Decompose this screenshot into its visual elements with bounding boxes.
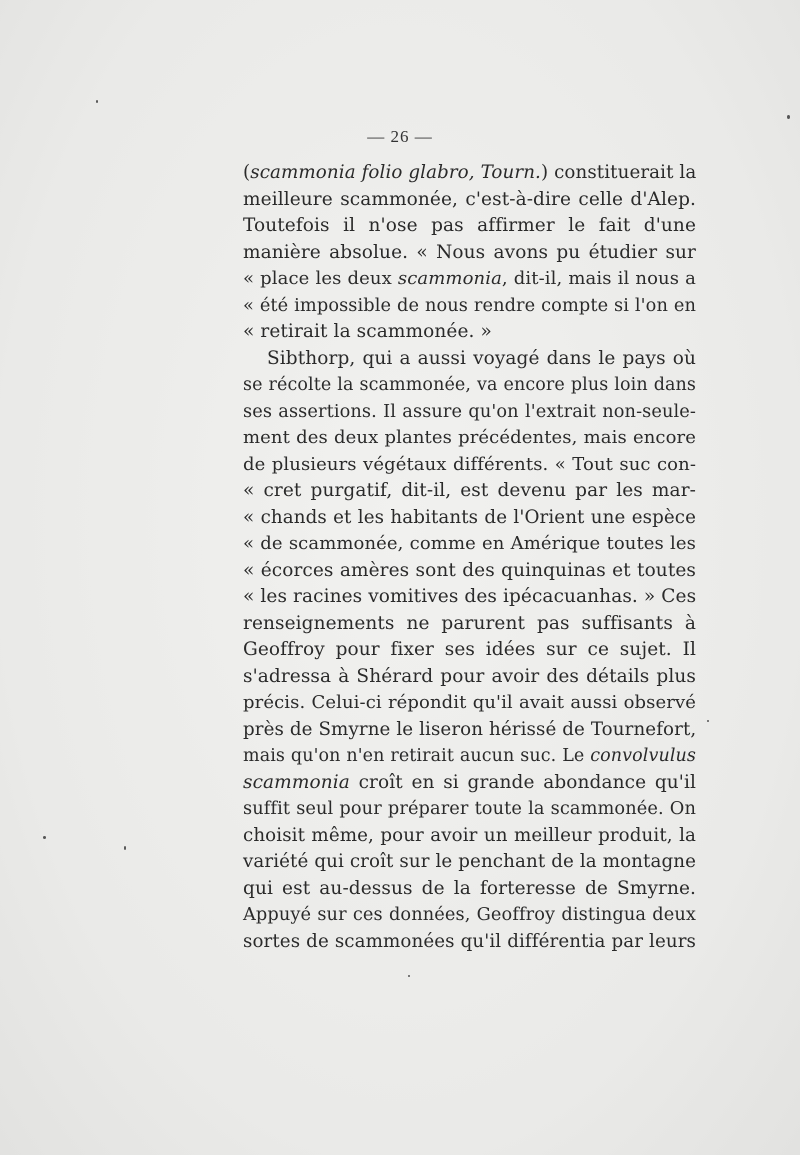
text-run: mais qu'on n'en retirait aucun suc. Le [243, 746, 591, 766]
text-run: suffit seul pour préparer toute la scammonée. On [243, 799, 696, 819]
text-line [243, 372, 696, 399]
text-run: ment des deux plantes précédentes, mais encore [243, 427, 696, 448]
text-run: variété qui croît sur le penchant de la montagne [243, 851, 696, 872]
text-line [243, 558, 696, 585]
text-run: , dit-il, mais il nous a [501, 268, 696, 289]
page-number: — 26 — [367, 127, 433, 146]
text-line [243, 876, 696, 903]
text-line [243, 425, 696, 452]
text-run: ses assertions. Il assure qu'on l'extrait non-seule- [243, 401, 696, 422]
text-run: se récolte la scammonée, va encore plus loin dans [243, 375, 696, 395]
text-run: « écorces amères sont des quinquinas et toutes [243, 559, 696, 581]
text-line [243, 187, 696, 214]
text-run: meilleure scammonée, c'est-à-dire celle d'Alep. [243, 188, 696, 210]
text-run: Sibthorp, qui a aussi voyagé dans le pays où [267, 347, 696, 369]
text-line [243, 531, 696, 558]
text-run: « cret purgatif, dit-il, est devenu par les mar- [243, 480, 696, 501]
text-line [243, 929, 696, 956]
body-text [243, 160, 696, 955]
text-line [243, 611, 696, 638]
text-line [243, 584, 696, 611]
text-run: qui est au-dessus de la forteresse de Smyrne. [243, 877, 696, 899]
text-run: « retirait la scammonée. » [243, 321, 492, 342]
text-line [243, 770, 696, 797]
text-run: Appuyé sur ces données, Geoffroy distingua deux [243, 905, 696, 925]
text-line [243, 849, 696, 876]
text-line [243, 240, 696, 267]
text-line [243, 346, 696, 373]
text-run: croît en si grande abondance qu'il [349, 771, 696, 793]
text-run: manière absolue. « Nous avons pu étudier sur [243, 241, 696, 263]
italic-text-run: scammonia folio glabro, Tourn. [250, 162, 541, 183]
text-run: de plusieurs végétaux différents. « Tout suc con- [243, 453, 696, 475]
text-line [243, 478, 696, 505]
text-run: choisit même, pour avoir un meilleur produit, la [243, 824, 696, 846]
text-line [243, 213, 696, 240]
text-line [243, 637, 696, 664]
text-line [243, 902, 696, 929]
text-line [243, 717, 696, 744]
text-line [243, 319, 696, 346]
print-speck [787, 115, 790, 119]
print-speck [408, 975, 410, 977]
text-run: près de Smyrne le liseron hérissé de Tournefort, [243, 718, 697, 740]
text-line [243, 690, 696, 717]
text-line [243, 160, 696, 187]
text-run: « de scammonée, comme en Amérique toutes les [243, 533, 696, 554]
text-run: « été impossible de nous rendre compte si l'on en [243, 295, 696, 316]
text-run: sortes de scammonées qu'il différentia par leurs [243, 930, 696, 952]
text-line [243, 796, 696, 823]
text-line [243, 505, 696, 532]
text-run: s'adressa à Shérard pour avoir des détails plus [243, 665, 696, 687]
italic-text-run: scammonia [243, 771, 350, 793]
text-run: ( [243, 162, 251, 183]
text-run: renseignements ne parurent pas suffisants à [243, 612, 696, 634]
text-run: ) constituerait la [540, 162, 697, 183]
print-speck [124, 846, 126, 850]
text-line [243, 399, 696, 426]
print-speck [96, 100, 98, 103]
text-line [243, 293, 696, 320]
text-run: Geoffroy pour fixer ses idées sur ce sujet. Il [243, 639, 696, 660]
text-run: « chands et les habitants de l'Orient une espèce [243, 506, 696, 528]
print-speck [707, 720, 709, 722]
italic-text-run: scammonia [397, 268, 502, 289]
text-line [243, 452, 696, 479]
text-run: Toutefois il n'ose pas affirmer le fait d'une [243, 215, 696, 236]
text-line [243, 266, 696, 293]
text-line [243, 664, 696, 691]
text-run: « les racines vomitives des ipécacuanhas. » Ces [243, 586, 697, 607]
text-line [243, 743, 696, 770]
text-line [243, 823, 696, 850]
print-speck [43, 836, 46, 839]
text-run: « place les deux [243, 268, 398, 289]
text-run: précis. Celui-ci répondit qu'il avait aussi observé [243, 692, 696, 713]
italic-text-run: convolvulus [590, 746, 696, 766]
